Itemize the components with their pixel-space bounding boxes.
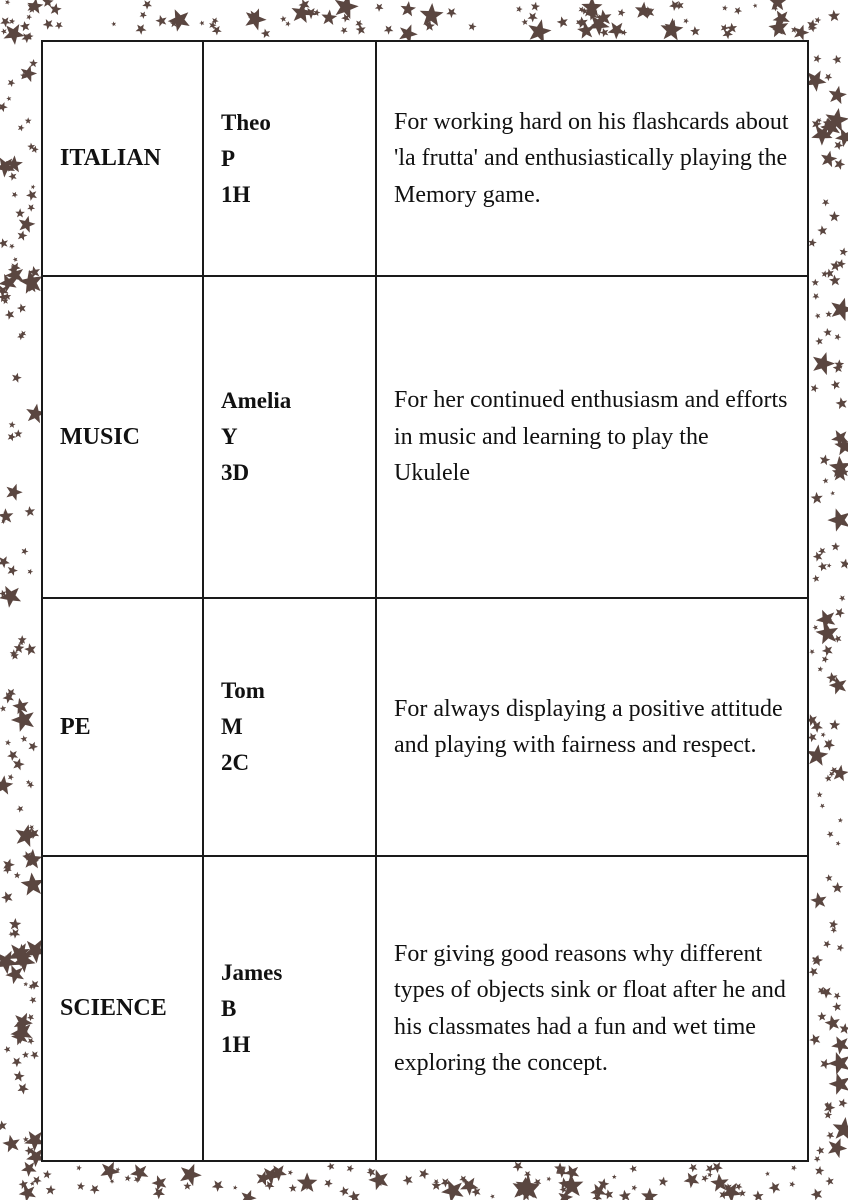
star-icon: [3, 859, 15, 871]
star-icon: [324, 1179, 333, 1188]
star-icon: [831, 542, 840, 550]
star-icon: [2, 1135, 19, 1153]
star-icon: [701, 1175, 709, 1183]
star-icon: [265, 1181, 275, 1190]
star-icon: [612, 1174, 617, 1179]
star-icon: [13, 257, 18, 262]
student-cell: [203, 598, 376, 856]
star-icon: [807, 744, 829, 765]
star-icon: [830, 491, 835, 496]
student-cell: [203, 856, 376, 1161]
star-icon: [817, 1012, 826, 1021]
star-icon: [707, 1172, 713, 1178]
star-icon: [834, 141, 843, 150]
star-icon: [765, 1171, 770, 1176]
star-icon: [829, 1073, 848, 1095]
star-icon: [521, 19, 528, 26]
student-initial: P: [221, 145, 236, 171]
star-icon: [524, 1171, 532, 1178]
star-icon: [827, 563, 832, 568]
star-icon: [9, 918, 21, 930]
star-icon: [832, 765, 848, 782]
star-icon: [829, 211, 840, 222]
star-icon: [0, 17, 10, 27]
star-icon: [25, 117, 32, 124]
star-icon: [815, 313, 821, 319]
star-icon: [18, 124, 25, 131]
star-icon: [822, 478, 828, 484]
star-icon: [6, 484, 22, 501]
star-icon: [608, 22, 626, 39]
star-icon: [18, 1083, 29, 1094]
subject-cell: ITALIAN: [42, 41, 203, 276]
star-icon: [547, 1176, 552, 1181]
star-icon: [280, 16, 286, 23]
star-icon: [773, 11, 790, 28]
star-icon: [825, 775, 832, 782]
star-icon: [815, 17, 822, 24]
star-icon: [100, 1162, 119, 1182]
star-icon: [734, 7, 742, 15]
star-icon: [25, 506, 36, 516]
star-icon: [28, 569, 34, 575]
star-icon: [27, 204, 35, 212]
star-icon: [0, 556, 10, 568]
star-icon: [142, 0, 152, 9]
star-icon: [136, 24, 147, 35]
star-icon: [814, 1156, 821, 1162]
star-icon: [837, 944, 845, 952]
star-icon: [490, 1194, 495, 1199]
star-icon: [90, 1185, 100, 1195]
star-icon: [839, 1099, 848, 1108]
star-icon: [828, 1052, 848, 1075]
star-icon: [835, 334, 842, 341]
star-icon: [355, 20, 363, 28]
star-icon: [15, 208, 25, 217]
star-icon: [829, 920, 838, 929]
reason-cell: For always displaying a positive attitude and playing with fairness and respect.: [376, 598, 808, 856]
star-icon: [292, 2, 313, 23]
award-row-science: [42, 856, 808, 1161]
star-icon: [689, 1164, 698, 1173]
star-icon: [821, 151, 837, 168]
star-icon: [809, 1034, 820, 1046]
star-icon: [4, 1046, 11, 1053]
star-icon: [823, 940, 831, 948]
star-icon: [808, 238, 817, 247]
star-icon: [125, 1175, 132, 1182]
star-icon: [816, 610, 835, 630]
star-icon: [735, 1183, 742, 1190]
star-icon: [816, 1146, 824, 1154]
star-icon: [20, 21, 30, 31]
star-icon: [356, 24, 366, 34]
star-icon: [289, 1184, 297, 1192]
star-icon: [12, 192, 18, 198]
star-icon: [834, 992, 841, 999]
star-icon: [288, 1170, 293, 1176]
star-icon: [327, 1162, 335, 1170]
star-icon: [840, 248, 848, 257]
star-icon: [446, 8, 457, 18]
star-icon: [812, 575, 819, 582]
star-icon: [753, 1190, 764, 1200]
star-icon: [528, 13, 538, 23]
award-row-pe: [42, 598, 808, 856]
star-icon: [0, 1120, 7, 1130]
star-icon: [27, 1038, 34, 1045]
star-icon: [261, 29, 270, 38]
star-icon: [5, 739, 11, 745]
star-icon: [683, 18, 689, 24]
star-icon: [4, 24, 25, 45]
star-icon: [155, 15, 166, 27]
star-icon: [811, 1189, 823, 1200]
star-icon: [168, 9, 190, 31]
star-icon: [821, 270, 828, 277]
star-icon: [829, 86, 847, 104]
star-icon: [818, 562, 827, 571]
star-icon: [840, 1023, 848, 1034]
star-icon: [23, 982, 28, 987]
star-icon: [419, 1169, 429, 1180]
star-icon: [840, 559, 848, 569]
star-icon: [812, 293, 819, 300]
star-icon: [768, 0, 787, 10]
star-icon: [557, 16, 568, 27]
award-row-italian: [42, 41, 808, 276]
star-icon: [17, 304, 26, 313]
star-icon: [690, 26, 700, 36]
student-class: 3D: [221, 460, 250, 485]
star-icon: [21, 1162, 36, 1177]
star-icon: [43, 19, 54, 30]
star-icon: [241, 1190, 257, 1200]
star-icon: [420, 3, 444, 26]
star-icon: [794, 25, 809, 41]
star-icon: [837, 259, 846, 269]
star-icon: [813, 625, 819, 631]
star-icon: [1, 892, 12, 904]
star-icon: [16, 806, 23, 813]
star-icon: [339, 1186, 349, 1196]
star-icon: [831, 298, 848, 321]
star-icon: [836, 397, 848, 409]
star-icon: [22, 1051, 29, 1058]
star-icon: [811, 492, 823, 504]
star-icon: [823, 328, 832, 337]
star-icon: [822, 645, 833, 656]
award-row-music: [42, 276, 808, 598]
star-icon: [26, 14, 32, 20]
star-icon: [8, 774, 14, 780]
star-icon: [8, 433, 16, 442]
star-icon: [19, 1185, 36, 1200]
student-first-name: Theo: [221, 109, 271, 135]
star-icon: [789, 1181, 795, 1187]
star-icon: [828, 1138, 847, 1158]
star-icon: [828, 10, 840, 22]
star-icon: [618, 9, 626, 17]
star-icon: [153, 1188, 165, 1200]
student-class: 2C: [221, 750, 250, 775]
star-icon: [340, 27, 347, 34]
star-icon: [9, 244, 15, 250]
star-icon: [824, 73, 832, 81]
star-icon: [6, 96, 11, 101]
star-icon: [826, 1132, 834, 1140]
star-icon: [825, 874, 832, 881]
star-icon: [55, 22, 63, 30]
star-icon: [831, 1036, 848, 1054]
star-icon: [835, 608, 845, 618]
star-icon: [619, 1190, 631, 1200]
star-icon: [753, 3, 758, 8]
student-first-name: James: [221, 959, 283, 985]
star-icon: [245, 8, 266, 30]
star-icon: [832, 1002, 841, 1011]
star-icon: [739, 1189, 747, 1196]
star-icon: [817, 792, 823, 798]
star-icon: [27, 1014, 34, 1021]
star-icon: [183, 1182, 191, 1190]
star-icon: [11, 708, 34, 732]
star-icon: [29, 997, 36, 1004]
star-icon: [1, 28, 7, 34]
star-icon: [0, 238, 8, 248]
star-icon: [827, 831, 834, 838]
student-initial: M: [221, 714, 243, 739]
star-icon: [0, 705, 6, 712]
reason-cell: For giving good reasons why different types of objects sink or float after he and his classmates had a fun and wet time exploring the concept.: [376, 856, 808, 1161]
star-icon: [0, 586, 21, 608]
star-icon: [233, 1185, 238, 1190]
star-icon: [825, 1177, 834, 1186]
star-icon: [16, 824, 38, 847]
subject-cell: MUSIC: [42, 276, 203, 598]
star-icon: [13, 758, 25, 770]
star-icon: [791, 26, 798, 33]
star-icon: [815, 337, 823, 345]
star-icon: [832, 882, 843, 893]
subject-cell: PE: [42, 598, 203, 856]
star-icon: [468, 22, 476, 30]
star-icon: [403, 1175, 413, 1185]
star-icon: [43, 1170, 52, 1179]
star-icon: [22, 849, 42, 869]
star-icon: [769, 1182, 781, 1194]
star-icon: [21, 548, 28, 555]
star-icon: [27, 782, 34, 789]
star-icon: [831, 380, 840, 390]
star-icon: [110, 1179, 115, 1184]
star-icon: [9, 421, 16, 428]
student-initial: B: [221, 995, 237, 1021]
star-icon: [347, 1165, 354, 1173]
star-icon: [77, 1182, 85, 1190]
star-icon: [199, 21, 204, 26]
star-icon: [14, 1071, 25, 1082]
star-icon: [20, 735, 27, 742]
star-icon: [46, 1185, 56, 1195]
star-icon: [50, 3, 62, 15]
star-icon: [14, 872, 21, 879]
star-icon: [821, 732, 826, 737]
student-cell: [203, 276, 376, 598]
star-icon: [812, 279, 820, 286]
star-icon: [822, 199, 830, 206]
star-icon: [815, 1166, 824, 1175]
star-icon: [810, 892, 826, 908]
star-icon: [321, 10, 337, 26]
star-icon: [817, 225, 827, 235]
star-icon: [722, 5, 728, 11]
star-icon: [820, 1059, 830, 1069]
star-icon: [12, 373, 22, 383]
star-icon: [604, 1189, 614, 1199]
star-icon: [834, 635, 842, 643]
star-icon: [825, 311, 832, 318]
star-icon: [721, 24, 729, 32]
star-icon: [180, 1164, 202, 1186]
star-icon: [659, 1177, 669, 1187]
student-first-name: Tom: [221, 678, 265, 703]
student-initial: Y: [221, 424, 238, 449]
star-icon: [809, 649, 815, 654]
awards-table: [41, 40, 809, 1162]
star-icon: [513, 1162, 524, 1172]
star-icon: [832, 55, 841, 64]
star-icon: [632, 1185, 638, 1191]
star-icon: [152, 1175, 167, 1190]
star-icon: [8, 565, 18, 576]
star-icon: [839, 595, 846, 601]
subject-cell: SCIENCE: [42, 856, 203, 1161]
star-icon: [12, 1057, 22, 1067]
star-icon: [684, 1173, 700, 1189]
student-first-name: Amelia: [221, 388, 292, 413]
star-icon: [0, 508, 13, 523]
star-icon: [829, 275, 840, 286]
star-icon: [820, 804, 825, 809]
star-icon: [829, 719, 840, 730]
star-icon: [818, 548, 826, 556]
star-icon: [285, 21, 291, 27]
star-icon: [24, 643, 36, 655]
star-icon: [384, 26, 394, 35]
star-icon: [9, 18, 15, 24]
star-icon: [8, 172, 16, 181]
star-icon: [401, 1, 417, 16]
star-icon: [564, 1165, 579, 1181]
star-icon: [76, 1165, 82, 1171]
star-icon: [641, 1188, 658, 1200]
star-icon: [140, 12, 147, 19]
star-icon: [28, 742, 38, 752]
star-icon: [629, 1165, 637, 1173]
star-icon: [5, 310, 15, 320]
star-icon: [833, 1117, 848, 1141]
star-icon: [348, 1191, 360, 1200]
star-icon: [838, 818, 843, 823]
star-icon: [313, 9, 320, 16]
star-icon: [0, 102, 8, 112]
star-icon: [811, 721, 823, 733]
student-class: 1H: [221, 181, 251, 207]
star-icon: [111, 21, 116, 26]
reason-cell: For her continued enthusiasm and efforts in music and learning to play the Ukulele: [376, 276, 808, 598]
star-icon: [814, 55, 822, 63]
star-icon: [18, 231, 28, 241]
star-icon: [7, 750, 18, 761]
star-icon: [212, 1180, 224, 1192]
star-icon: [811, 384, 819, 392]
star-icon: [834, 159, 845, 170]
star-icon: [836, 841, 841, 846]
star-icon: [818, 666, 824, 672]
star-icon: [30, 1051, 39, 1060]
star-icon: [42, 0, 53, 7]
star-icon: [809, 967, 818, 976]
student-cell: [203, 41, 376, 276]
star-icon: [712, 1162, 723, 1173]
reason-cell: For working hard on his flashcards about 'la frutta' and enthusiastically playing the Memory game.: [376, 41, 808, 276]
star-icon: [825, 1015, 840, 1030]
star-icon: [516, 6, 522, 13]
star-icon: [827, 508, 848, 531]
star-icon: [14, 429, 23, 437]
star-icon: [32, 1176, 41, 1185]
star-icon: [19, 216, 36, 233]
star-icon: [813, 552, 823, 562]
star-icon: [8, 79, 16, 87]
star-icon: [791, 1165, 797, 1171]
star-icon: [831, 927, 838, 933]
star-icon: [5, 0, 10, 5]
star-icon: [26, 190, 37, 201]
star-icon: [820, 455, 831, 466]
star-icon: [375, 4, 384, 12]
star-icon: [822, 656, 829, 663]
star-icon: [31, 185, 36, 190]
student-class: 1H: [221, 1031, 251, 1057]
star-icon: [531, 2, 540, 11]
